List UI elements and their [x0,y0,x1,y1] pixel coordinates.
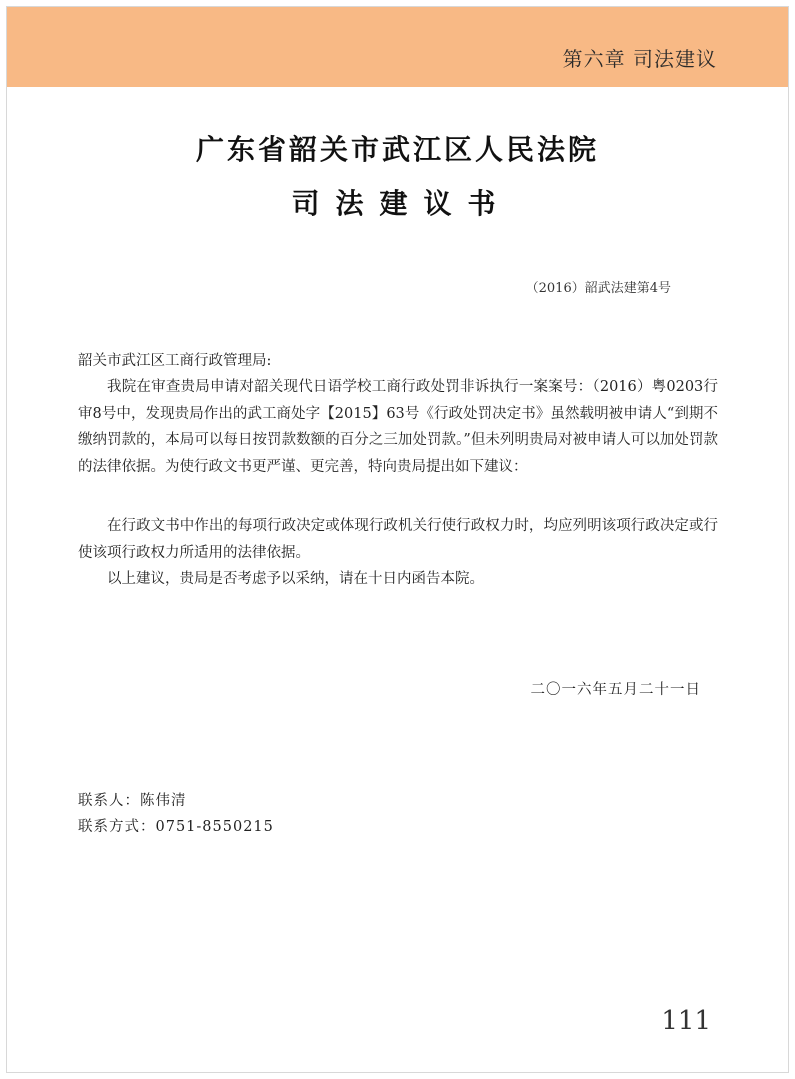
addressee: 韶关市武江区工商行政管理局: [78,353,272,369]
contact-method: 联系方式：0751-8550215 [78,819,274,835]
page-number: 111 [661,1006,711,1036]
document-number: （2016）韶武法建第4号 [525,281,671,296]
contact-person: 联系人：陈伟清 [78,793,187,809]
body-paragraph: 以上建议，贵局是否考虑予以采纳，请在十日内函告本院。 [107,571,484,587]
document-type-title: 司法建议书 [291,187,512,220]
document-date: 二〇一六年五月二十一日 [530,682,701,698]
court-name-title: 广东省韶关市武江区人民法院 [195,133,599,166]
body-paragraph: 我院在审查贵局申请对韶关现代日语学校工商行政处罚非诉执行一案案号：（2016）粤0203行审8号中，发现贵局作出的武工商处字【2015】63号《行政处罚决定书》虽然载明被申请人“到期不缴纳罚款的，本局可以每日按罚款数额的百分之三加处罚款。”但未列明贵局对被申请人可以加处罚款的法律依据。为使行政文书更严谨、更完善，特向贵局提出如下建议： [78,379,718,475]
body-paragraph: 在行政文书中作出的每项行政决定或体现行政机关行使行政权力时，均应列明该项行政决定或行使该项行政权力所适用的法律依据。 [78,518,718,561]
chapter-title: 第六章 司法建议 [562,47,717,71]
